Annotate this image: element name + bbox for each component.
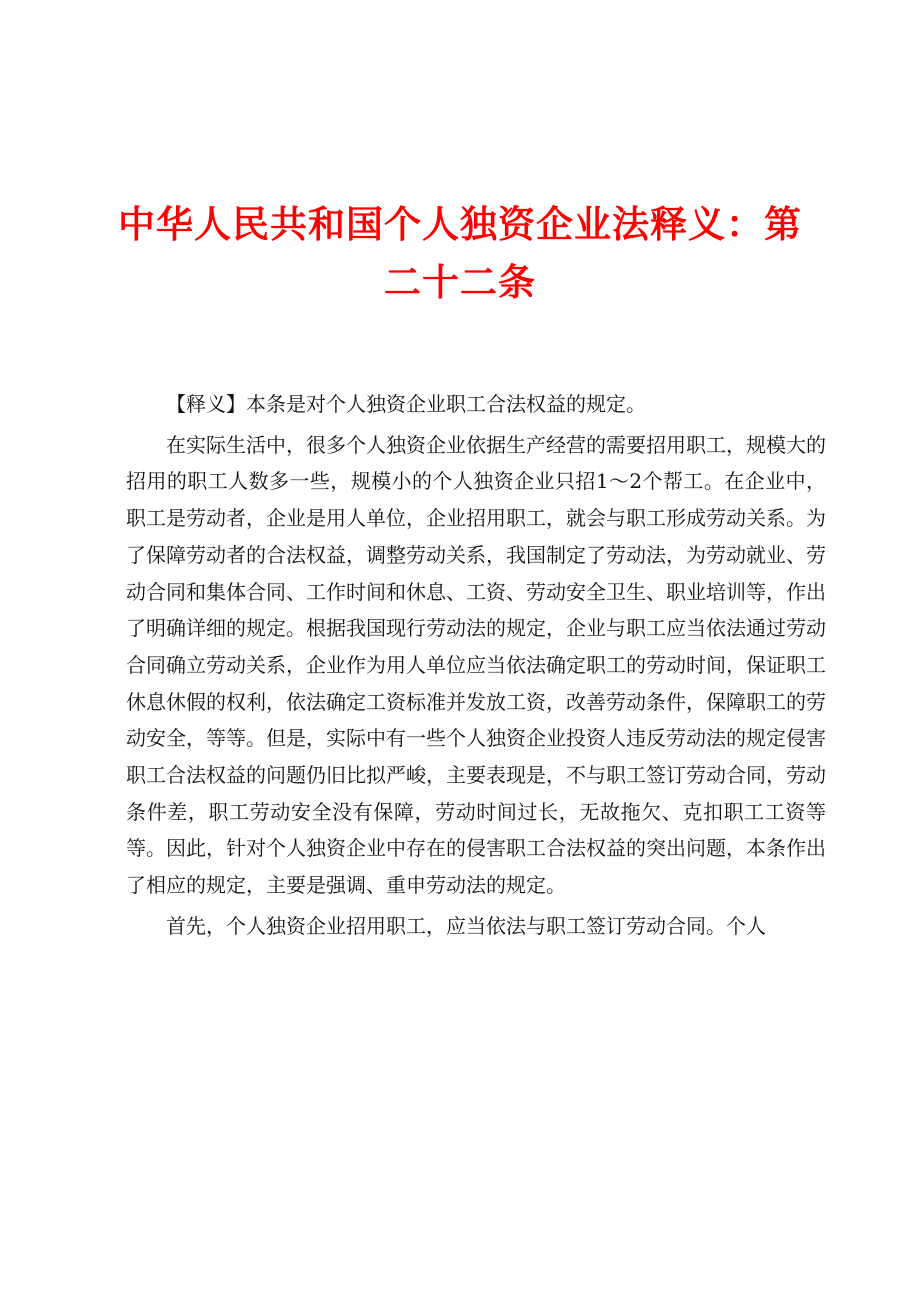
- document-body: [126, 386, 826, 949]
- paragraph-first-point: 首先，个人独资企业招用职工，应当依法与职工签订劳动合同。个人: [166, 913, 766, 938]
- paragraph-definition: 【释义】本条是对个人独资企业职工合法权益的规定。: [166, 392, 646, 416]
- paragraph-background: 在实际生活中，很多个人独资企业依据生产经营的需要招用职工，规模大的招用的职工人数多一些，规模小的个人独资企业只招1～2个帮工。在企业中，职工是劳动者，企业是用人单位，企业招用职工，就会与职工形成劳动关系。为了保障劳动者的合法权益，调整劳动关系，我国制定了劳动法，为劳动就业、劳动合同和集体合同、工作时间和休息、工资、劳动安全卫生、职业培训等，作出了明确详细的规定。根据我国现行劳动法的规定，企业与职工应当依法通过劳动合同确立劳动关系，企业作为用人单位应当依法确定职工的劳动时间，保证职工休息休假的权利，依法确定工资标准并发放工资，改善劳动条件，保障职工的劳动安全，等等。但是，实际中有一些个人独资企业投资人违反劳动法的规定侵害职工合法权益的问题仍旧比拟严峻，主要表现是，不与职工签订劳动合同，劳动条件差，职工劳动安全没有保障，劳动时间过长，无故拖欠、克扣职工工资等等。因此，针对个人独资企业中存在的侵害职工合法权益的突出问题，本条作出了相应的规定，主要是强调、重申劳动法的规定。: [126, 432, 826, 898]
- document-title: 中华人民共和国个人独资企业法释义：第二十二条: [118, 203, 802, 304]
